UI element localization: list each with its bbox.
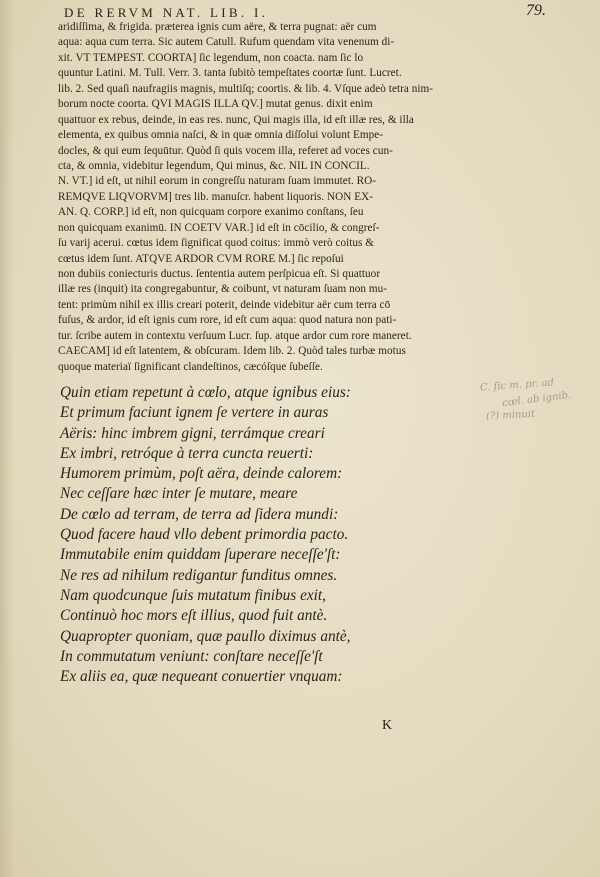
verse-line: Aëris: hinc imbrem gigni, terrámque creari — [60, 424, 325, 442]
commentary-line: non dubiis coniecturis ductus. ſententia autem perſpicua eſt. Si quattuor — [58, 268, 381, 280]
commentary-line: N. VT.] id eſt, ut nihil eorum in congreſſu naturam ſuam immutet. RO- — [58, 175, 377, 188]
commentary-line: elementa, ex quibus omnia naſci, & in quæ omnia diſſolui volunt Empe- — [58, 129, 384, 142]
marginal-note: C. ſic m. pr. ad — [479, 377, 555, 394]
signature-mark: K — [382, 718, 393, 733]
commentary-line: quuntur Latini. M. Tull. Verr. 3. tanta ſubitò tempeſtates coortæ ſunt. Lucret. — [58, 67, 402, 80]
verse-line: De cœlo ad terram, de terra ad ſidera mundi: — [60, 505, 339, 523]
commentary-line: AN. Q. CORP.] id eſt, non quicquam corpore exanimo conſtans, ſeu — [58, 206, 364, 219]
commentary-line: xit. VT TEMPEST. COORTA] ſic legendum, non coacta. nam ſic lo — [58, 51, 364, 64]
commentary-line: quoque materiaï ſignificant clandeſtinos, cæcóſque ſubeſſe. — [58, 360, 323, 373]
commentary-line: non quicquam exanimū. IN COETV VAR.] id eſt in cōcilio, & congreſ- — [58, 221, 380, 234]
verse-line: Nec ceſſare hæc inter ſe mutare, meare — [60, 485, 298, 503]
commentary-line: aridiſſima, & frigida. præterea ignis cum aëre, & terra pugnat: aër cum — [58, 21, 377, 33]
commentary-line: borum nocte coorta. QVI MAGIS ILLA QV.] mutat genus. dixit enim — [58, 98, 373, 111]
verse-line: Ex imbri, retróque à terra cuncta reuerti: — [60, 444, 314, 462]
commentary-line: cta, & omnia, videbitur legendum, Qui minus, &c. NIL IN CONCIL. — [58, 159, 370, 172]
marginal-note: (?) minuit — [485, 408, 536, 423]
verse-line: Ne res ad nihilum redigantur funditus omnes. — [60, 566, 338, 584]
verse-line: Quin etiam repetunt à cœlo, atque ignibus eius: — [60, 384, 351, 401]
verse-line: In commutatum veniunt: conſtare neceſſe'ſt — [60, 647, 323, 665]
commentary-line: docles, & qui eum ſequūtur. Quòd ſi quis vocem illa, referet ad voces cun- — [58, 144, 393, 157]
commentary-block — [58, 20, 448, 375]
verse-line: Ex aliis ea, quæ nequeant conuertier vnquam: — [60, 668, 343, 686]
verse-line: Quod facere haud vllo debent primordia pacto. — [60, 526, 349, 544]
poem-verses — [60, 383, 360, 687]
commentary-line: tur. ſcribe autem in contextu verſuum Lucr. ſup. atque ardor cum rore maneret. — [58, 329, 412, 342]
commentary-line: ſu varij acerui. cœtus idem ſignificat quod coitus: immò verò coitus & — [58, 237, 375, 250]
commentary-line: cœtus idem ſunt. ATQVE ARDOR CVM RORE M.] ſic repoſui — [58, 252, 344, 265]
verse-line: Humorem primùm, poſt aëra, deinde calorem: — [60, 465, 343, 483]
verse-line: Et primum faciunt ignem ſe vertere in auras — [60, 404, 329, 422]
commentary-line: CAECAM] id eſt latentem, & obſcuram. Idem lib. 2. Quòd tales turbæ motus — [58, 345, 406, 358]
page-number: 79. — [526, 2, 546, 19]
commentary-line: illæ res (inquit) ita congregabuntur, & coibunt, vt naturam ſuam non mu- — [58, 283, 388, 296]
commentary-line: lib. 2. Sed quaſi naufragiis magnis, multiſq; coortis. & lib. 4. Vſque adeò tetra nim- — [58, 82, 434, 95]
marginal-note: cœl. ab ignib. — [501, 389, 572, 410]
commentary-line: fuſus, & ardor, id eſt ignis cum rore, id eſt cum aqua: quod natura non pati- — [58, 314, 397, 327]
verse-line: Nam quodcunque ſuis mutatum finibus exit, — [60, 586, 326, 604]
verse-line: Quapropter quoniam, quæ paullo diximus antè, — [60, 627, 351, 645]
commentary-line: aqua: aqua cum terra. Sic autem Catull. Rufum quendam vita venenum di- — [58, 36, 395, 49]
verse-line: Immutabile enim quiddam ſuperare neceſſe'ſt: — [60, 546, 341, 564]
verse-line: Continuò hoc mors eſt illius, quod fuit antè. — [60, 607, 328, 625]
running-head: DE RERVM NAT. LIB. I. — [64, 5, 269, 20]
page-header — [0, 0, 600, 22]
commentary-line: quattuor ex rebus, deinde, in eas res. nunc, Qui magis illa, id eſt illæ res, & illa — [58, 113, 414, 126]
binding-gutter — [0, 0, 14, 877]
commentary-line: REMQVE LIQVORVM] tres lib. manuſcr. habent liquoris. NON EX- — [58, 190, 373, 203]
handwritten-marginalia — [480, 378, 600, 438]
commentary-line: tent: primùm nihil ex illis creari poterit, deinde videbitur aër cum terra cō — [58, 298, 391, 311]
